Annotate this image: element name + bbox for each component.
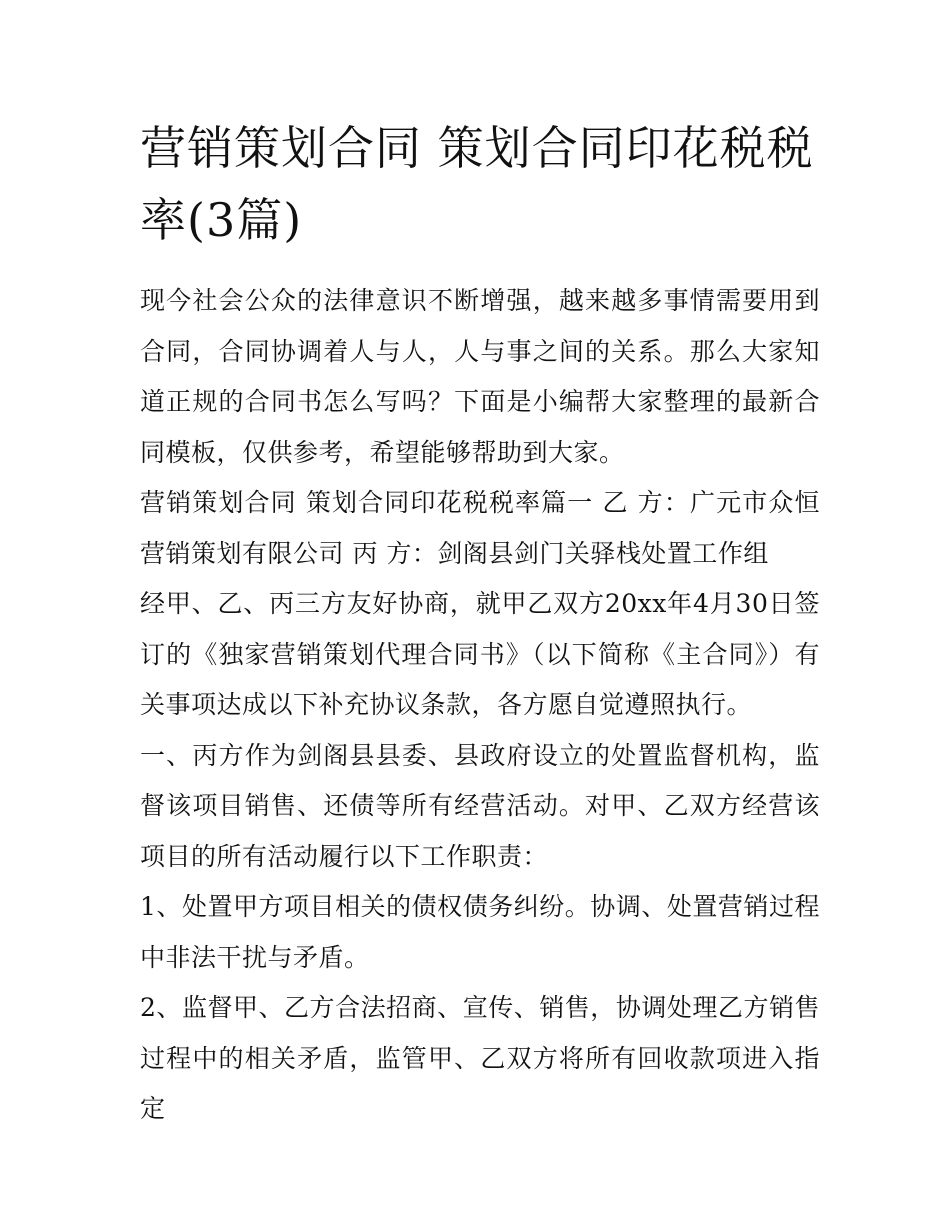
paragraph-intro: 现今社会公众的法律意识不断增强，越来越多事情需要用到合同，合同协调着人与人，人与事之间的关系。那么大家知道正规的合同书怎么写吗？下面是小编帮大家整理的最新合同模板，仅供参考，希望能够帮助到大家。 — [140, 286, 820, 467]
paragraph-item-1: 1、处置甲方项目相关的债权债务纠纷。协调、处置营销过程中非法干扰与矛盾。 — [140, 892, 820, 972]
paragraph-parties: 营销策划合同 策划合同印花税税率篇一 乙 方：广元市众恒营销策划有限公司 丙 方：剑阁县剑门关驿栈处置工作组 — [140, 488, 820, 568]
document-title: 营销策划合同 策划合同印花税税率(3篇) — [140, 121, 814, 247]
paragraph-item-2: 2、监督甲、乙方合法招商、宣传、销售，协调处理乙方销售过程中的相关矛盾，监管甲、乙双方将所有回收款项进入指定 — [140, 993, 820, 1123]
document-page — [140, 112, 820, 1135]
paragraph-agreement: 经甲、乙、丙三方友好协商，就甲乙双方20xx年4月30日签订的《独家营销策划代理合同书》（以下简称《主合同》）有关事项达成以下补充协议条款，各方愿自觉遵照执行。 — [140, 589, 820, 719]
paragraph-clause-one: 一、丙方作为剑阁县县委、县政府设立的处置监督机构，监督该项目销售、还债等所有经营活动。对甲、乙双方经营该项目的所有活动履行以下工作职责： — [140, 740, 820, 871]
